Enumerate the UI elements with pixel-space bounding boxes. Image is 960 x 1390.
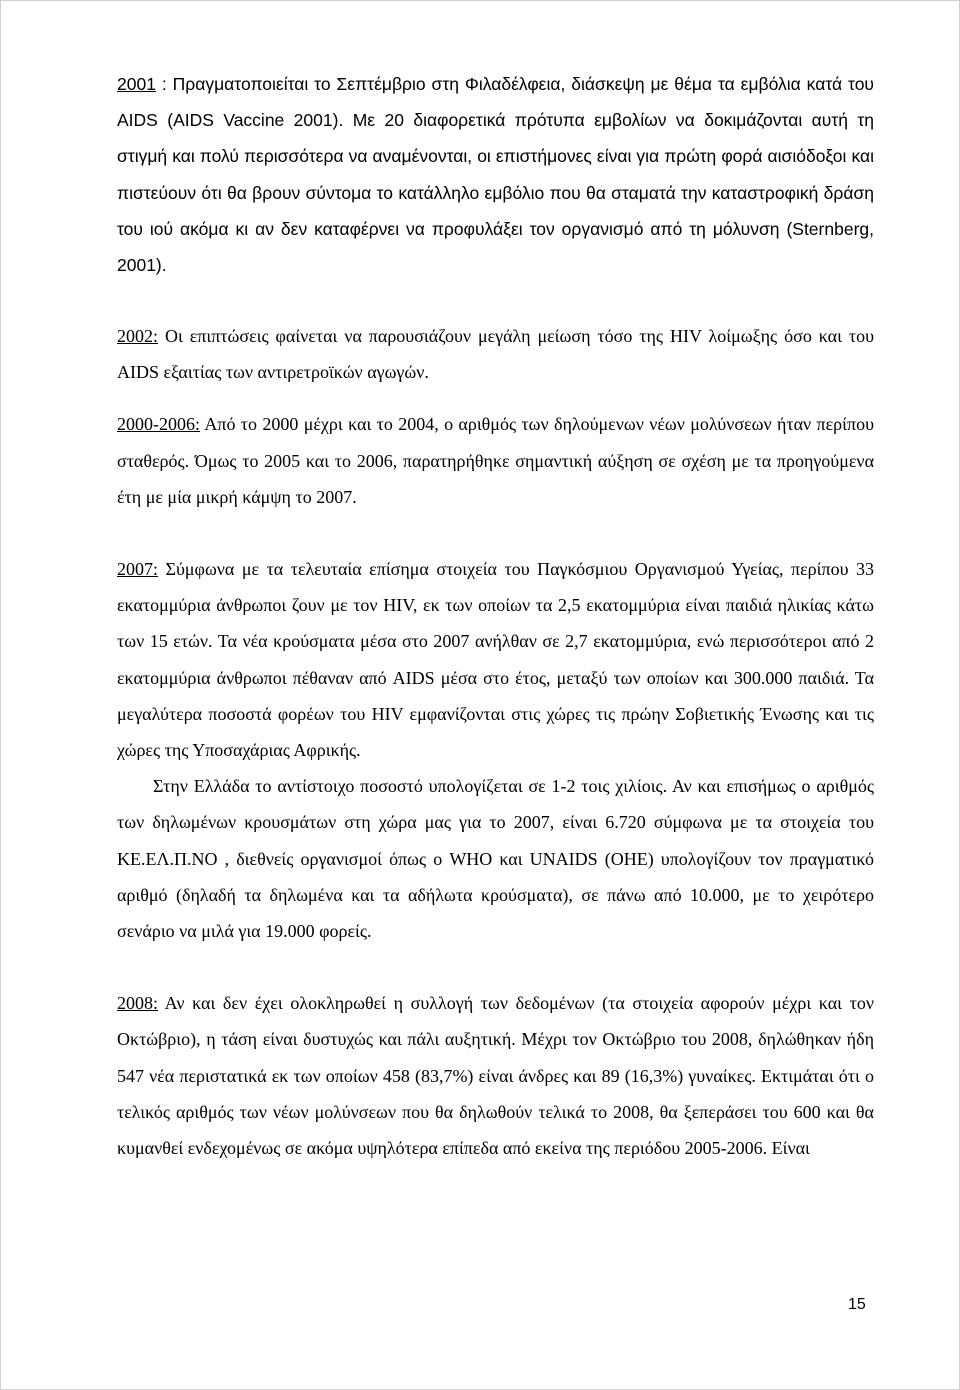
spacer xyxy=(117,949,874,985)
paragraph-greece: Στην Ελλάδα το αντίστοιχο ποσοστό υπολογίζεται σε 1-2 τοις χιλίοις. Αν και επισήμως ο αριθμός των δηλωμένων κρουσμάτων στη χώρα μας για το 2007, είναι 6.720 σύμφωνα με τα στοιχεία του ΚΕ.ΕΛ.Π.ΝΟ , διεθνείς οργανισμοί όπως ο WHO και UNAIDS (ΟΗΕ) υπολογίζουν τον πραγματικό αριθμό (δηλαδή τα δηλωμένα και τα αδήλωτα κρούσματα), σε πάνω από 10.000, με το χειρότερο σενάριο να μιλά για 19.000 φορείς. xyxy=(117,776,874,942)
paragraph-2007 xyxy=(117,551,874,768)
paragraph-2000-2006-text: Από το 2000 μέχρι και το 2004, ο αριθμός των δηλούμενων νέων μολύνσεων ήταν περίπου σταθερός. Όμως το 2005 και το 2006, παρατηρήθηκε σημαντική αύξηση σε σχέση με τα προηγούμενα έτη με μία μικρή κάμψη το 2007. xyxy=(117,414,874,507)
paragraph-2001-body xyxy=(117,66,874,283)
paragraph-2008 xyxy=(117,985,874,1166)
paragraph-2002-text: Οι επιπτώσεις φαίνεται να παρουσιάζουν μεγάλη μείωση τόσο της HIV λοίμωξης όσο και του AIDS εξαιτίας των αντιρετροϊκών αγωγών. xyxy=(117,326,874,383)
year-heading-2000-2006: 2000-2006: xyxy=(117,414,200,435)
paragraph-2001-text: : Πραγματοποιείται το Σεπτέμβριο στη Φιλαδέλφεια, διάσκεψη με θέμα τα εμβόλια κατά του AIDS (AIDS Vaccine 2001). Με 20 διαφορετικά πρότυπα εμβολίων να δοκιμάζονται αυτή τη στιγμή και πολύ περισσότερα να αναμένονται, οι επιστήμονες είναι για πρώτη φορά αισιόδοξοι και πιστεύουν ότι θα βρουν σύντομα το κατάλληλο εμβόλιο που θα σταματά την καταστροφική δράση του ιού ακόμα κι αν δεν καταφέρνει να προφυλάξει τον οργανισμό από τη μόλυνση (Sternberg, 2001). xyxy=(117,74,874,276)
paragraph-2000-2006 xyxy=(117,406,874,515)
paragraph-2008-text: Αν και δεν έχει ολοκληρωθεί η συλλογή των δεδομένων (τα στοιχεία αφορούν μέχρι και τον Οκτώβριο), η τάση είναι δυστυχώς και πάλι αυξητική. Μέχρι τον Οκτώβριο του 2008, δηλώθηκαν ήδη 547 νέα περιστατικά εκ των οποίων 458 (83,7%) είναι άνδρες και 89 (16,3%) γυναίκες. Εκτιμάται ότι ο τελικός αριθμός των νέων μολύνσεων που θα δηλωθούν τελικά το 2008, θα ξεπεράσει του 600 και θα κυμανθεί ενδεχομένως σε ακόμα υψηλότερα επίπεδα από εκείνα της περιόδου 2005-2006. Είναι xyxy=(117,993,874,1159)
spacer xyxy=(117,515,874,551)
spacer xyxy=(117,390,874,406)
paragraph-2001 xyxy=(117,66,874,283)
paragraph-2002 xyxy=(117,318,874,390)
document-body xyxy=(117,318,874,1166)
year-heading-2007: 2007: xyxy=(117,559,159,580)
paragraph-2007-text: Σύμφωνα με τα τελευταία επίσημα στοιχεία του Παγκόσμιου Οργανισμού Υγείας, περίπου 33 εκατομμύρια άνθρωποι ζουν με τον HIV, εκ των οποίων τα 2,5 εκατομμύρια είναι παιδιά ηλικίας κάτω των 15 ετών. Τα νέα κρούσματα μέσα στο 2007 ανήλθαν σε 2,7 εκατομμύρια, ενώ περισσότεροι από 2 εκατομμύρια άνθρωποι πέθαναν από AIDS μέσα στο έτος, μεταξύ των οποίων και 300.000 παιδιά. Τα μεγαλύτερα ποσοστά φορέων του HIV εμφανίζονται στις χώρες τις πρώην Σοβιετικής Ένωσης και τις χώρες της Υποσαχάριας Αφρικής. xyxy=(117,559,874,761)
year-heading-2008: 2008: xyxy=(117,993,159,1014)
year-heading-2002: 2002: xyxy=(117,326,159,346)
page-number: 15 xyxy=(848,1296,866,1313)
year-heading-2001: 2001 xyxy=(117,74,156,94)
